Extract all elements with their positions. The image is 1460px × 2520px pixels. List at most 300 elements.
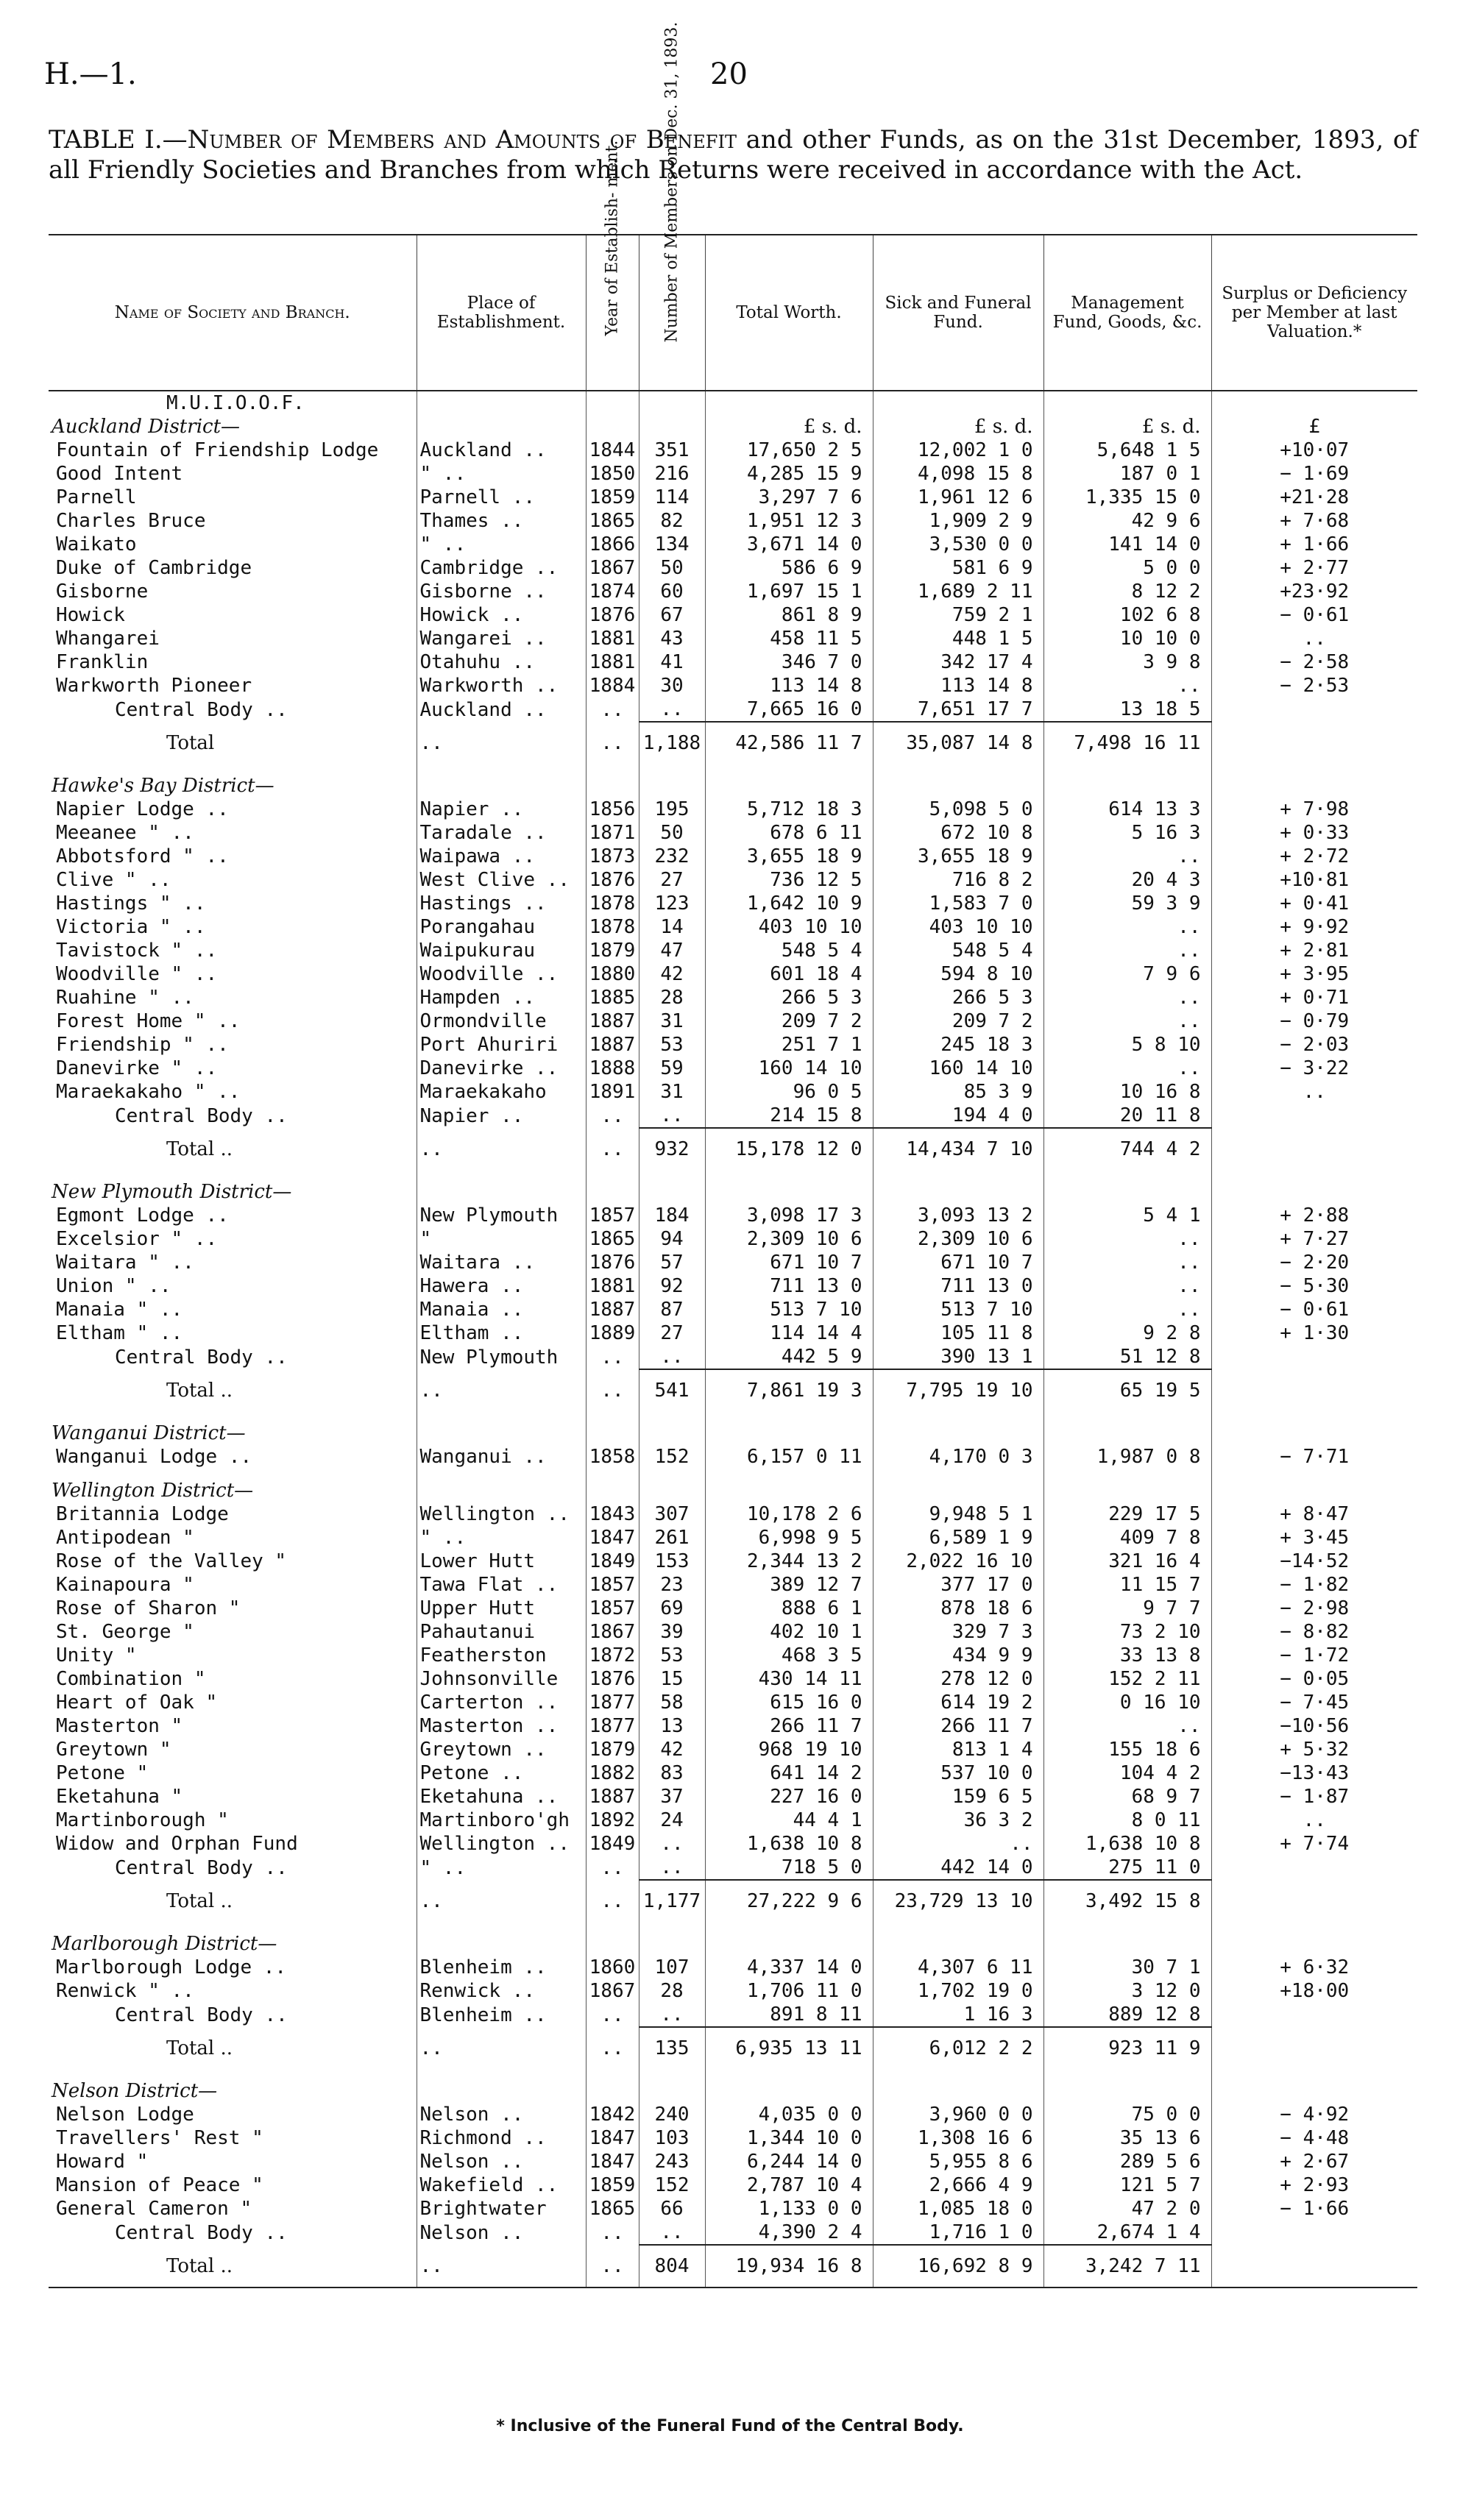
member-count: 66: [639, 2197, 705, 2221]
surplus-deficiency: − 5·30: [1211, 1274, 1417, 1298]
management-fund: 7,498 16 11: [1043, 722, 1211, 764]
total-worth: 1,642 10 9: [705, 892, 873, 915]
sick-funeral-fund: 671 10 7: [873, 1251, 1043, 1274]
surplus-deficiency: − 2·20: [1211, 1251, 1417, 1274]
place-of-establishment: " ..: [417, 1526, 586, 1550]
surplus-deficiency: − 7·71: [1211, 1445, 1417, 1469]
year-established: [586, 1180, 639, 1204]
branch-name: Britannia Lodge: [56, 1503, 229, 1525]
branch-name: Nelson District—: [52, 2080, 218, 2102]
surplus-deficiency: [1211, 2027, 1417, 2069]
year-established: [586, 2069, 639, 2079]
sick-funeral-fund: 390 13 1: [873, 1345, 1043, 1369]
table-row: [49, 1204, 1417, 1227]
member-count: 31: [639, 1080, 705, 1104]
management-fund: 321 16 4: [1043, 1550, 1211, 1573]
surplus-deficiency: [1211, 1369, 1417, 1411]
place-of-establishment: ..: [417, 2245, 586, 2287]
branch-name: Renwick " ..: [56, 1980, 194, 2002]
surplus-deficiency: [1211, 2069, 1417, 2079]
document-reference: H.—1.: [44, 57, 137, 91]
management-fund: 47 2 0: [1043, 2197, 1211, 2221]
management-fund: [1043, 774, 1211, 798]
management-fund: 3 12 0: [1043, 1979, 1211, 2003]
total-worth: 42,586 11 7: [705, 722, 873, 764]
table-row: [49, 1445, 1417, 1469]
sick-funeral-fund: [873, 764, 1043, 774]
place-of-establishment: Johnsonville: [417, 1667, 586, 1691]
member-count: 307: [639, 1502, 705, 1526]
surplus-deficiency: − 0·61: [1211, 1298, 1417, 1321]
member-count: 15: [639, 1667, 705, 1691]
management-fund: 5 0 0: [1043, 556, 1211, 580]
branch-name: [49, 1469, 417, 1479]
member-count: 351: [639, 439, 705, 462]
management-fund: 141 14 0: [1043, 533, 1211, 556]
column-header-place: Place of Establishment.: [417, 235, 586, 391]
year-established: 1865: [586, 509, 639, 533]
table-row: [49, 509, 1417, 533]
sick-funeral-fund: 3,655 18 9: [873, 845, 1043, 868]
branch-name: Central Body ..: [115, 1104, 288, 1127]
total-worth: 888 6 1: [705, 1597, 873, 1620]
place-of-establishment: Maraekakaho: [417, 1080, 586, 1104]
surplus-deficiency: ..: [1211, 1809, 1417, 1832]
sick-funeral-fund: £ s. d.: [873, 415, 1043, 439]
total-worth: 227 16 0: [705, 1785, 873, 1809]
member-count: [639, 1469, 705, 1479]
member-count: 261: [639, 1526, 705, 1550]
management-fund: ..: [1043, 674, 1211, 698]
member-count: 24: [639, 1809, 705, 1832]
table-row: [49, 462, 1417, 486]
district-total-row: [49, 1880, 1417, 1922]
table-row: [49, 627, 1417, 650]
member-count: 47: [639, 939, 705, 962]
total-worth: [705, 1170, 873, 1180]
member-count: 42: [639, 1738, 705, 1761]
total-worth: 3,655 18 9: [705, 845, 873, 868]
member-count: 57: [639, 1251, 705, 1274]
branch-name: Hastings " ..: [56, 892, 206, 915]
member-count: 39: [639, 1620, 705, 1644]
management-fund: 5,648 1 5: [1043, 439, 1211, 462]
management-fund: [1043, 1180, 1211, 1204]
surplus-deficiency: − 2·53: [1211, 674, 1417, 698]
sick-funeral-fund: 1,689 2 11: [873, 580, 1043, 603]
management-fund: ..: [1043, 1714, 1211, 1738]
branch-name: [49, 1922, 417, 1932]
year-established: 1892: [586, 1809, 639, 1832]
place-of-establishment: Richmond ..: [417, 2126, 586, 2150]
sick-funeral-fund: [873, 2069, 1043, 2079]
sick-funeral-fund: [873, 391, 1043, 415]
surplus-deficiency: [1211, 1880, 1417, 1922]
surplus-deficiency: − 0·61: [1211, 603, 1417, 627]
management-fund: 65 19 5: [1043, 1369, 1211, 1411]
district-total-row: [49, 2027, 1417, 2069]
management-fund: 9 2 8: [1043, 1321, 1211, 1345]
central-body-row: [49, 1345, 1417, 1369]
table-row: [49, 2150, 1417, 2173]
table-row: [49, 915, 1417, 939]
place-of-establishment: " ..: [417, 462, 586, 486]
year-established: 1876: [586, 603, 639, 627]
total-worth: 513 7 10: [705, 1298, 873, 1321]
total-worth: 3,297 7 6: [705, 486, 873, 509]
management-fund: 20 4 3: [1043, 868, 1211, 892]
management-fund: 1,987 0 8: [1043, 1445, 1211, 1469]
place-of-establishment: [417, 2069, 586, 2079]
sick-funeral-fund: 35,087 14 8: [873, 722, 1043, 764]
sick-funeral-fund: 448 1 5: [873, 627, 1043, 650]
surplus-deficiency: [1211, 1104, 1417, 1128]
year-established: ..: [586, 2245, 639, 2287]
total-worth: 209 7 2: [705, 1009, 873, 1033]
surplus-deficiency: + 2·77: [1211, 556, 1417, 580]
total-worth: 27,222 9 6: [705, 1880, 873, 1922]
year-established: [586, 1922, 639, 1932]
year-established: [586, 391, 639, 415]
sick-funeral-fund: 711 13 0: [873, 1274, 1043, 1298]
total-worth: 2,344 13 2: [705, 1550, 873, 1573]
year-established: 1866: [586, 533, 639, 556]
surplus-deficiency: + 1·30: [1211, 1321, 1417, 1345]
surplus-deficiency: + 1·66: [1211, 533, 1417, 556]
branch-name: [49, 764, 417, 774]
column-header-surplus: Surplus or Deficiency per Member at last Valuation.*: [1211, 235, 1417, 391]
surplus-deficiency: + 7·98: [1211, 798, 1417, 821]
surplus-deficiency: +21·28: [1211, 486, 1417, 509]
surplus-deficiency: − 4·92: [1211, 2103, 1417, 2126]
management-fund: 10 16 8: [1043, 1080, 1211, 1104]
management-fund: 51 12 8: [1043, 1345, 1211, 1369]
branch-name: Martinborough ": [56, 1809, 229, 1831]
management-fund: 5 16 3: [1043, 821, 1211, 845]
sick-funeral-fund: 6,589 1 9: [873, 1526, 1043, 1550]
sick-funeral-fund: 581 6 9: [873, 556, 1043, 580]
management-fund: 3,242 7 11: [1043, 2245, 1211, 2287]
sick-funeral-fund: 3,960 0 0: [873, 2103, 1043, 2126]
column-header-year: Year of Establish- ment.: [586, 235, 639, 391]
total-worth: 3,671 14 0: [705, 533, 873, 556]
surplus-deficiency: [1211, 1170, 1417, 1180]
member-count: 152: [639, 2173, 705, 2197]
total-worth: 6,998 9 5: [705, 1526, 873, 1550]
member-count: 27: [639, 868, 705, 892]
year-established: 1881: [586, 627, 639, 650]
branch-name: [49, 1411, 417, 1422]
surplus-deficiency: − 1·72: [1211, 1644, 1417, 1667]
place-of-establishment: [417, 1932, 586, 1956]
management-fund: 3 9 8: [1043, 650, 1211, 674]
year-established: 1878: [586, 915, 639, 939]
sick-funeral-fund: 1,909 2 9: [873, 509, 1043, 533]
surplus-deficiency: + 2·93: [1211, 2173, 1417, 2197]
member-count: ..: [639, 1104, 705, 1128]
total-worth: 4,035 0 0: [705, 2103, 873, 2126]
total-worth: [705, 2079, 873, 2103]
surplus-deficiency: +23·92: [1211, 580, 1417, 603]
place-of-establishment: Nelson ..: [417, 2103, 586, 2126]
management-fund: 275 11 0: [1043, 1856, 1211, 1880]
member-count: 243: [639, 2150, 705, 2173]
management-fund: 13 18 5: [1043, 698, 1211, 722]
management-fund: 121 5 7: [1043, 2173, 1211, 2197]
branch-name: Marlborough Lodge ..: [56, 1956, 287, 1978]
table-row: [49, 1785, 1417, 1809]
member-count: 58: [639, 1691, 705, 1714]
sick-funeral-fund: 105 11 8: [873, 1321, 1043, 1345]
total-worth: 10,178 2 6: [705, 1502, 873, 1526]
district-total-row: [49, 1128, 1417, 1170]
year-established: ..: [586, 1880, 639, 1922]
district-heading: [49, 2079, 1417, 2103]
branch-name: Total ..: [166, 1889, 233, 1912]
year-established: 1847: [586, 2150, 639, 2173]
year-established: 1850: [586, 462, 639, 486]
district-heading: [49, 415, 1417, 439]
surplus-deficiency: + 0·41: [1211, 892, 1417, 915]
sick-funeral-fund: 1,961 12 6: [873, 486, 1043, 509]
table-body: [49, 391, 1417, 2287]
total-worth: 678 6 11: [705, 821, 873, 845]
surplus-deficiency: ..: [1211, 627, 1417, 650]
year-established: 1879: [586, 939, 639, 962]
year-established: ..: [586, 2221, 639, 2245]
sick-funeral-fund: 266 11 7: [873, 1714, 1043, 1738]
page-number: 20: [710, 57, 748, 91]
branch-name: Maraekakaho " ..: [56, 1081, 241, 1103]
branch-name: Central Body ..: [115, 1856, 288, 1879]
place-of-establishment: Nelson ..: [417, 2150, 586, 2173]
member-count: [639, 1932, 705, 1956]
total-worth: 1,951 12 3: [705, 509, 873, 533]
surplus-deficiency: [1211, 2003, 1417, 2027]
surplus-deficiency: + 2·72: [1211, 845, 1417, 868]
sick-funeral-fund: 36 3 2: [873, 1809, 1043, 1832]
year-established: 1849: [586, 1550, 639, 1573]
branch-name: Tavistock " ..: [56, 940, 218, 962]
year-established: [586, 1170, 639, 1180]
total-worth: 114 14 4: [705, 1321, 873, 1345]
place-of-establishment: Lower Hutt: [417, 1550, 586, 1573]
title-main: Number of Members and Amounts of Benefit: [187, 125, 737, 155]
sick-funeral-fund: 4,170 0 3: [873, 1445, 1043, 1469]
sick-funeral-fund: 23,729 13 10: [873, 1880, 1043, 1922]
table-row: [49, 1573, 1417, 1597]
district-heading: [49, 1479, 1417, 1502]
surplus-deficiency: [1211, 1479, 1417, 1502]
surplus-deficiency: − 2·03: [1211, 1033, 1417, 1057]
branch-name: Whangarei: [56, 628, 160, 650]
total-worth: [705, 1479, 873, 1502]
management-fund: [1043, 1469, 1211, 1479]
member-count: 27: [639, 1321, 705, 1345]
branch-name: [49, 2069, 417, 2079]
title-rest: and other Funds, as on the 31st December, 1893, of all Friendly Societies and Branches from which Returns were received in accordance with the Act.: [49, 125, 1417, 185]
place-of-establishment: Eltham ..: [417, 1321, 586, 1345]
place-of-establishment: Parnell ..: [417, 486, 586, 509]
branch-name: Total ..: [166, 1379, 233, 1402]
title-prefix: TABLE I.—: [49, 125, 188, 155]
management-fund: 9 7 7: [1043, 1597, 1211, 1620]
surplus-deficiency: − 3·22: [1211, 1057, 1417, 1080]
table-row: [49, 1057, 1417, 1080]
table-row: [49, 603, 1417, 627]
member-count: [639, 774, 705, 798]
member-count: 94: [639, 1227, 705, 1251]
surplus-deficiency: £: [1211, 415, 1417, 439]
sick-funeral-fund: 377 17 0: [873, 1573, 1043, 1597]
table-row: [49, 1667, 1417, 1691]
table-row: [49, 439, 1417, 462]
table-row: [49, 1526, 1417, 1550]
year-established: 1865: [586, 2197, 639, 2221]
branch-name: St. George ": [56, 1621, 194, 1643]
total-worth: 4,390 2 4: [705, 2221, 873, 2245]
table-row: [49, 892, 1417, 915]
sick-funeral-fund: 594 8 10: [873, 962, 1043, 986]
place-of-establishment: Blenheim ..: [417, 2003, 586, 2027]
table-row: [49, 1298, 1417, 1321]
sick-funeral-fund: [873, 1469, 1043, 1479]
sick-funeral-fund: 12,002 1 0: [873, 439, 1043, 462]
year-established: 1891: [586, 1080, 639, 1104]
sick-funeral-fund: 9,948 5 1: [873, 1502, 1043, 1526]
total-worth: 96 0 5: [705, 1080, 873, 1104]
surplus-deficiency: [1211, 774, 1417, 798]
surplus-deficiency: − 2·58: [1211, 650, 1417, 674]
place-of-establishment: Featherston: [417, 1644, 586, 1667]
total-worth: 403 10 10: [705, 915, 873, 939]
total-worth: 266 5 3: [705, 986, 873, 1009]
place-of-establishment: Nelson ..: [417, 2221, 586, 2245]
member-count: 932: [639, 1128, 705, 1170]
total-worth: 160 14 10: [705, 1057, 873, 1080]
total-worth: 671 10 7: [705, 1251, 873, 1274]
total-worth: 6,157 0 11: [705, 1445, 873, 1469]
year-established: ..: [586, 2003, 639, 2027]
place-of-establishment: Wellington ..: [417, 1832, 586, 1856]
branch-name: Petone ": [56, 1762, 149, 1784]
column-header-name: Name of Society and Branch.: [49, 235, 417, 391]
year-established: 1881: [586, 1274, 639, 1298]
table-row: [49, 962, 1417, 986]
management-fund: 923 11 9: [1043, 2027, 1211, 2069]
surplus-deficiency: +10·07: [1211, 439, 1417, 462]
place-of-establishment: Tawa Flat ..: [417, 1573, 586, 1597]
spacer-row: [49, 764, 1417, 774]
member-count: 114: [639, 486, 705, 509]
central-body-row: [49, 698, 1417, 722]
table-row: [49, 556, 1417, 580]
surplus-deficiency: − 4·48: [1211, 2126, 1417, 2150]
place-of-establishment: West Clive ..: [417, 868, 586, 892]
sick-funeral-fund: 759 2 1: [873, 603, 1043, 627]
management-fund: 10 10 0: [1043, 627, 1211, 650]
year-established: 1876: [586, 868, 639, 892]
member-count: 152: [639, 1445, 705, 1469]
branch-name: Excelsior " ..: [56, 1228, 218, 1250]
year-established: 1888: [586, 1057, 639, 1080]
member-count: 92: [639, 1274, 705, 1298]
branch-name: Total ..: [166, 2037, 233, 2059]
place-of-establishment: ..: [417, 1128, 586, 1170]
management-fund: 152 2 11: [1043, 1667, 1211, 1691]
place-of-establishment: Cambridge ..: [417, 556, 586, 580]
year-established: 1857: [586, 1597, 639, 1620]
table-row: [49, 1979, 1417, 2003]
branch-name: Rose of the Valley ": [56, 1550, 287, 1572]
branch-name: [49, 1170, 417, 1180]
member-count: [639, 2069, 705, 2079]
place-of-establishment: [417, 1422, 586, 1445]
sick-funeral-fund: [873, 1411, 1043, 1422]
sick-funeral-fund: 434 9 9: [873, 1644, 1043, 1667]
district-heading: [49, 1932, 1417, 1956]
surplus-deficiency: [1211, 1922, 1417, 1932]
total-worth: 861 8 9: [705, 603, 873, 627]
branch-name: Mansion of Peace ": [56, 2174, 263, 2196]
surplus-deficiency: −14·52: [1211, 1550, 1417, 1573]
year-established: ..: [586, 2027, 639, 2069]
management-fund: ..: [1043, 1251, 1211, 1274]
year-established: 1856: [586, 798, 639, 821]
year-established: [586, 1422, 639, 1445]
year-established: 1867: [586, 1979, 639, 2003]
sick-funeral-fund: [873, 774, 1043, 798]
member-count: 103: [639, 2126, 705, 2150]
total-worth: 736 12 5: [705, 868, 873, 892]
table-row: [49, 1809, 1417, 1832]
surplus-deficiency: + 7·68: [1211, 509, 1417, 533]
total-worth: [705, 1180, 873, 1204]
surplus-deficiency: [1211, 2245, 1417, 2287]
place-of-establishment: Waipawa ..: [417, 845, 586, 868]
total-worth: 6,935 13 11: [705, 2027, 873, 2069]
branch-name: Clive " ..: [56, 869, 171, 891]
year-established: [586, 1411, 639, 1422]
management-fund: 20 11 8: [1043, 1104, 1211, 1128]
year-established: [586, 774, 639, 798]
member-count: 123: [639, 892, 705, 915]
place-of-establishment: Ormondville: [417, 1009, 586, 1033]
sick-funeral-fund: 6,012 2 2: [873, 2027, 1043, 2069]
total-worth: 1,344 10 0: [705, 2126, 873, 2150]
place-of-establishment: Howick ..: [417, 603, 586, 627]
sick-funeral-fund: 278 12 0: [873, 1667, 1043, 1691]
place-of-establishment: Carterton ..: [417, 1691, 586, 1714]
sick-funeral-fund: 2,022 16 10: [873, 1550, 1043, 1573]
table-row: [49, 1080, 1417, 1104]
sick-funeral-fund: 5,098 5 0: [873, 798, 1043, 821]
place-of-establishment: ..: [417, 1880, 586, 1922]
table-row: [49, 1274, 1417, 1298]
year-established: 1889: [586, 1321, 639, 1345]
place-of-establishment: Warkworth ..: [417, 674, 586, 698]
sick-funeral-fund: [873, 1479, 1043, 1502]
member-count: 216: [639, 462, 705, 486]
sick-funeral-fund: [873, 1170, 1043, 1180]
management-fund: 0 16 10: [1043, 1691, 1211, 1714]
total-worth: 711 13 0: [705, 1274, 873, 1298]
branch-name: Napier Lodge ..: [56, 798, 229, 820]
district-total-row: [49, 1369, 1417, 1411]
place-of-establishment: Danevirke ..: [417, 1057, 586, 1080]
place-of-establishment: [417, 415, 586, 439]
management-fund: [1043, 1922, 1211, 1932]
